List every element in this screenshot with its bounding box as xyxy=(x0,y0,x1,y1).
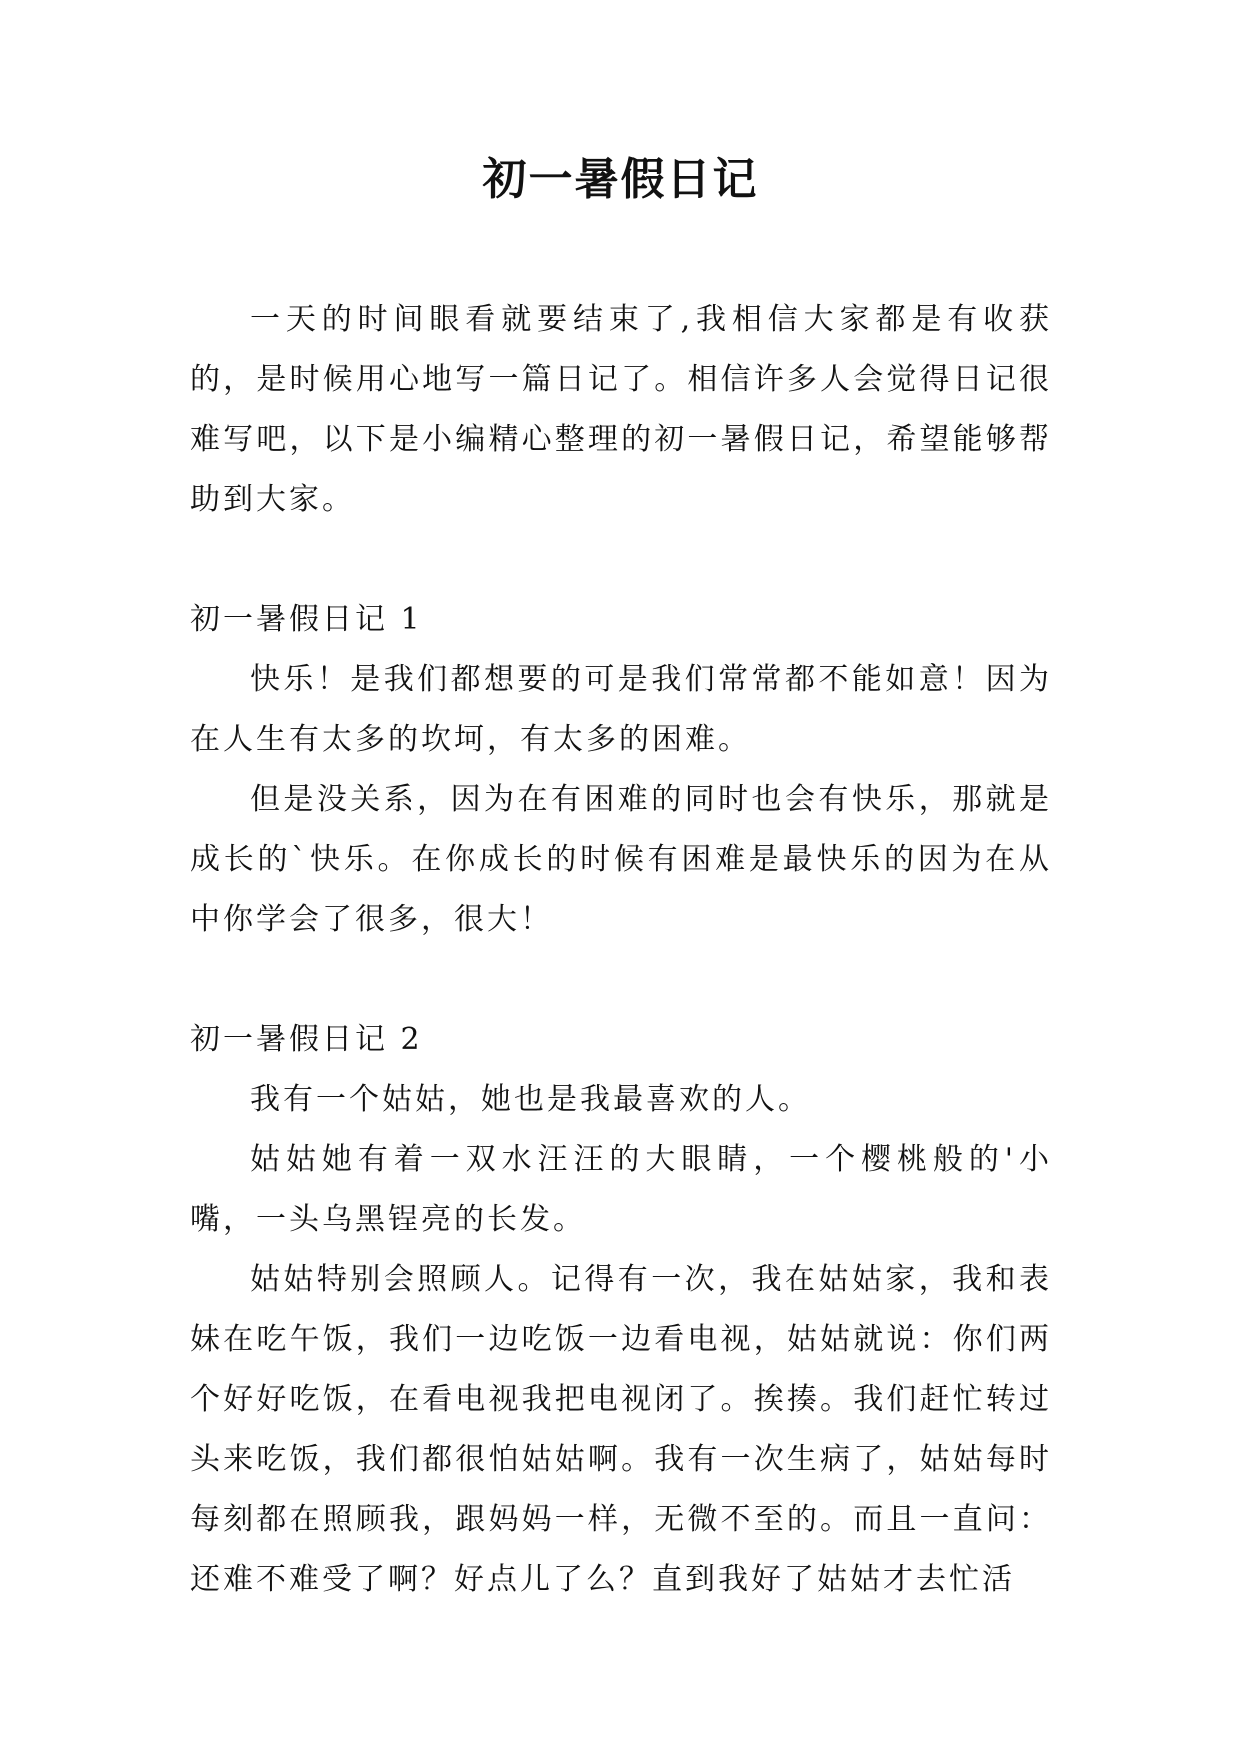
intro-paragraph: 一天的时间眼看就要结束了,我相信大家都是有收获的，是时候用心地写一篇日记了。相信许多人会觉得日记很难写吧，以下是小编精心整理的初一暑假日记，希望能够帮助到大家。 xyxy=(190,302,1052,517)
section-spacer xyxy=(190,530,1052,590)
section-spacer xyxy=(190,950,1052,1010)
document-body xyxy=(190,290,1052,1610)
section-2-paragraph-2: 姑姑她有着一双水汪汪的大眼睛，一个樱桃般的'小嘴，一头乌黑锃亮的长发。 xyxy=(190,1142,1052,1237)
section-2-paragraph-3: 姑姑特别会照顾人。记得有一次，我在姑姑家，我和表妹在吃午饭，我们一边吃饭一边看电视，姑姑就说：你们两个好好吃饭，在看电视我把电视闭了。挨揍。我们赶忙转过头来吃饭，我们都很怕姑姑啊。我有一次生病了，姑姑每时每刻都在照顾我，跟妈妈一样，无微不至的。而且一直问：还难不难受了啊？好点儿了么？直到我好了姑姑才去忙活 xyxy=(190,1262,1052,1597)
section-heading-2: 初一暑假日记 2 xyxy=(190,1022,423,1057)
section-1-paragraph-1: 快乐！是我们都想要的可是我们常常都不能如意！因为在人生有太多的坎坷，有太多的困难。 xyxy=(190,662,1052,757)
section-heading-1: 初一暑假日记 1 xyxy=(190,602,423,637)
page-title: 初一暑假日记 xyxy=(482,154,759,205)
section-2-paragraph-1: 我有一个姑姑，她也是我最喜欢的人。 xyxy=(250,1082,811,1117)
section-1-paragraph-2: 但是没关系，因为在有困难的同时也会有快乐，那就是成长的`快乐。在你成长的时候有困难是最快乐的因为在从中你学会了很多，很大！ xyxy=(190,782,1052,937)
